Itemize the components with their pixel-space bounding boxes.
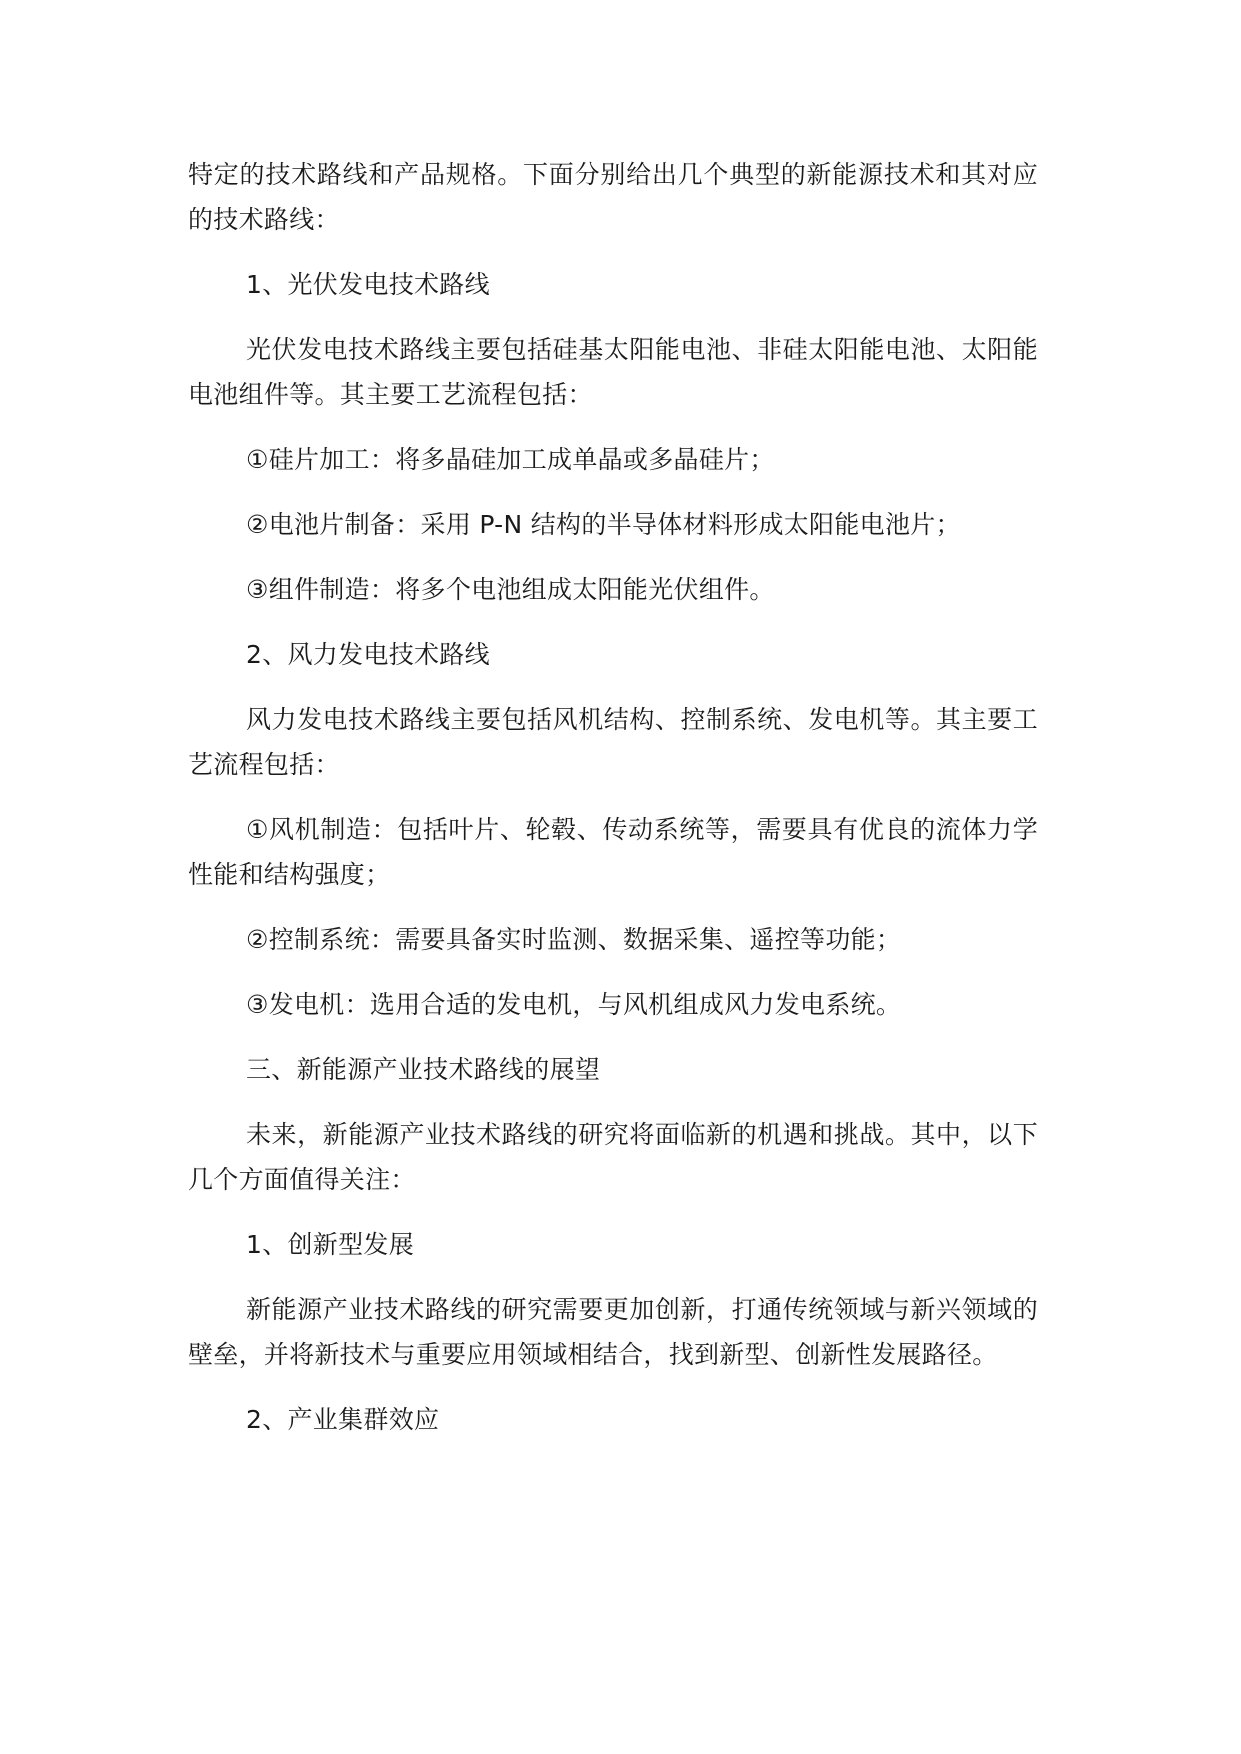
heading-pv-route: 1、光伏发电技术路线 [246,270,490,299]
paragraph-intro-continuation: 特定的技术路线和产品规格。下面分别给出几个典型的新能源技术和其对应的技术路线： [188,160,1038,234]
heading-industry-cluster: 2、产业集群效应 [246,1405,440,1434]
list-item-pv-step-2: ②电池片制备：采用 P-N 结构的半导体材料形成太阳能电池片； [246,510,961,539]
document-body [188,152,1038,1442]
list-item-wind-step-1: ①风机制造：包括叶片、轮毂、传动系统等，需要具有优良的流体力学性能和结构强度； [188,815,1038,889]
paragraph-pv-overview: 光伏发电技术路线主要包括硅基太阳能电池、非硅太阳能电池、太阳能电池组件等。其主要工艺流程包括： [188,335,1038,409]
list-item-pv-step-1: ①硅片加工：将多晶硅加工成单晶或多晶硅片； [246,445,775,474]
list-item-wind-step-3: ③发电机：选用合适的发电机，与风机组成风力发电系统。 [246,990,902,1019]
list-item-pv-step-3: ③组件制造：将多个电池组成太阳能光伏组件。 [246,575,775,604]
heading-innovation: 1、创新型发展 [246,1230,415,1259]
paragraph-innovation: 新能源产业技术路线的研究需要更加创新，打通传统领域与新兴领域的壁垒，并将新技术与重要应用领域相结合，找到新型、创新性发展路径。 [188,1295,1038,1369]
paragraph-wind-overview: 风力发电技术路线主要包括风机结构、控制系统、发电机等。其主要工艺流程包括： [188,705,1038,779]
paragraph-outlook-intro: 未来，新能源产业技术路线的研究将面临新的机遇和挑战。其中，以下几个方面值得关注： [188,1120,1038,1194]
heading-section-outlook: 三、新能源产业技术路线的展望 [246,1055,601,1084]
list-item-wind-step-2: ②控制系统：需要具备实时监测、数据采集、遥控等功能； [246,925,902,954]
heading-wind-route: 2、风力发电技术路线 [246,640,490,669]
